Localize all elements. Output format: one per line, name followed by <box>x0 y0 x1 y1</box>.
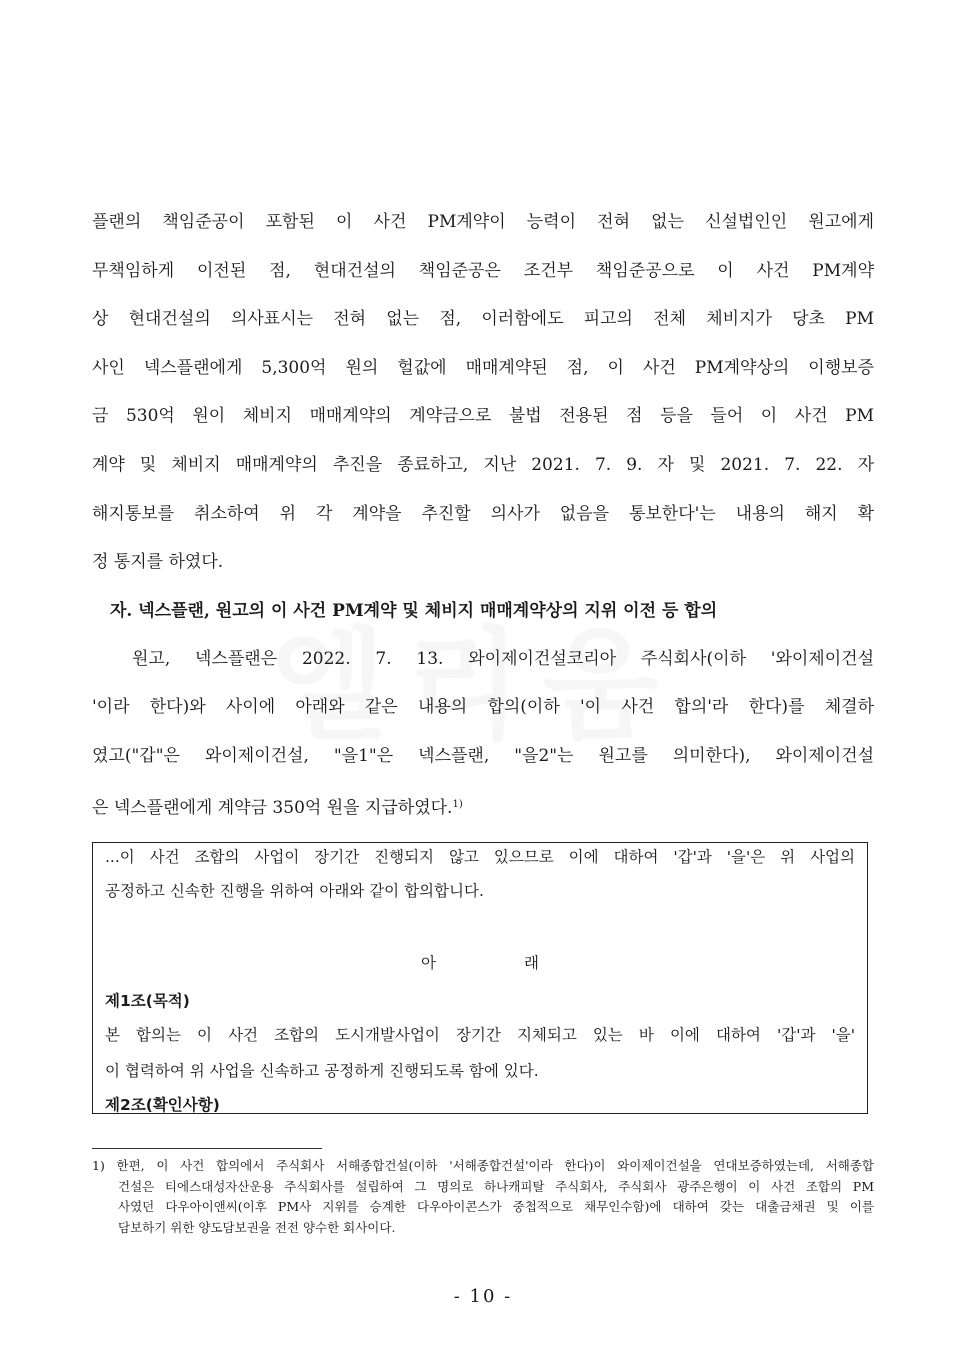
footnote-line: 사였던 다우아이앤씨(이후 PM사 지위를 승계한 다우아이콘스가 중첩적으로 채무인수함)에 대하여 갖는 대출금채권 및 이를 <box>118 1199 874 1214</box>
text-line: 무책임하게 이전된 점, 현대건설의 책임준공은 조건부 책임준공으로 이 사건 PM계약 <box>92 260 874 281</box>
page-number: - 10 - <box>453 1286 513 1307</box>
text-line: 원고, 넥스플랜은 2022. 7. 13. 와이제이건설코리아 주식회사(이하 '와이제이건설 <box>132 648 874 669</box>
footnote-divider <box>92 1148 322 1149</box>
footnote <box>92 1156 874 1238</box>
footnote-line: 담보하기 위한 양도담보권을 전전 양수한 회사이다. <box>118 1219 396 1235</box>
quoted-agreement-box <box>92 842 868 1114</box>
quote-line: 본 합의는 이 사건 조합의 도시개발사업이 장기간 지체되고 있는 바 이에 대하여 '갑'과 '을' <box>105 1026 855 1044</box>
footnote-line: 건설은 티에스대성자산운용 주식회사를 설립하여 그 명의로 하나캐피탈 주식회사, 주식회사 광주은행이 이 사건 조합의 PM <box>118 1178 874 1194</box>
text-line: 계약 및 체비지 매매계약의 추진을 종료하고, 지난 2021. 7. 9. 자 및 2021. 7. 22. 자 <box>92 454 874 475</box>
text-line: 플랜의 책임준공이 포함된 이 사건 PM계약이 능력이 전혀 없는 신설법인인 원고에게 <box>92 212 874 232</box>
text-line-content: 은 넥스플랜에게 계약금 350억 원을 지급하였다. <box>92 797 453 818</box>
text-line: 정 통지를 하였다. <box>92 552 224 573</box>
quote-line: 이 협력하여 위 사업을 신속하고 공정하게 진행되도록 함에 있다. <box>105 1062 539 1080</box>
quote-line: 공정하고 신속한 진행을 위하여 아래와 같이 합의합니다. <box>105 882 484 900</box>
quote-line: ...이 사건 조합의 사업이 장기간 진행되지 않고 있으므로 이에 대하여 '갑'과 '을'은 위 사업의 <box>105 848 855 866</box>
text-line: 금 530억 원이 체비지 매매계약의 계약금으로 불법 전용된 점 등을 들어 이 사건 PM <box>92 406 874 427</box>
footnote-line: 1) 한편, 이 사건 합의에서 주식회사 서해종합건설(이하 '서해종합건설'이라 한다)이 와이제이건설을 연대보증하였는데, 서해종합 <box>92 1158 874 1173</box>
paragraph-2 <box>92 635 874 832</box>
article-2-title: 제2조(확인사항) <box>105 1096 220 1114</box>
text-line: 사인 넥스플랜에게 5,300억 원의 헐값에 매매계약된 점, 이 사건 PM계약상의 이행보증 <box>92 357 874 378</box>
text-line: 상 현대건설의 의사표시는 전혀 없는 점, 이러함에도 피고의 전체 체비지가 당초 PM <box>92 309 874 330</box>
text-line: 해지통보를 취소하여 위 각 계약을 추진할 의사가 없음을 통보한다'는 내용의 해지 확 <box>92 503 874 524</box>
paragraph-1 <box>92 198 874 587</box>
text-line: 였고("갑"은 와이제이건설, "을1"은 넥스플랜, "을2"는 원고를 의미한다), 와이제이건설 <box>92 745 874 766</box>
body-text <box>92 198 874 832</box>
text-line <box>92 781 874 833</box>
quote-center-label: 아래 <box>421 954 627 972</box>
article-1-title: 제1조(목적) <box>105 992 190 1010</box>
text-line: '이라 한다)와 사이에 아래와 같은 내용의 합의(이하 '이 사건 합의'라 한다)를 체결하 <box>92 697 874 718</box>
section-heading: 자. 넥스플랜, 원고의 이 사건 PM계약 및 체비지 매매계약상의 지위 이전 등 합의 <box>110 600 718 621</box>
footnote-reference[interactable]: 1) <box>452 798 463 810</box>
